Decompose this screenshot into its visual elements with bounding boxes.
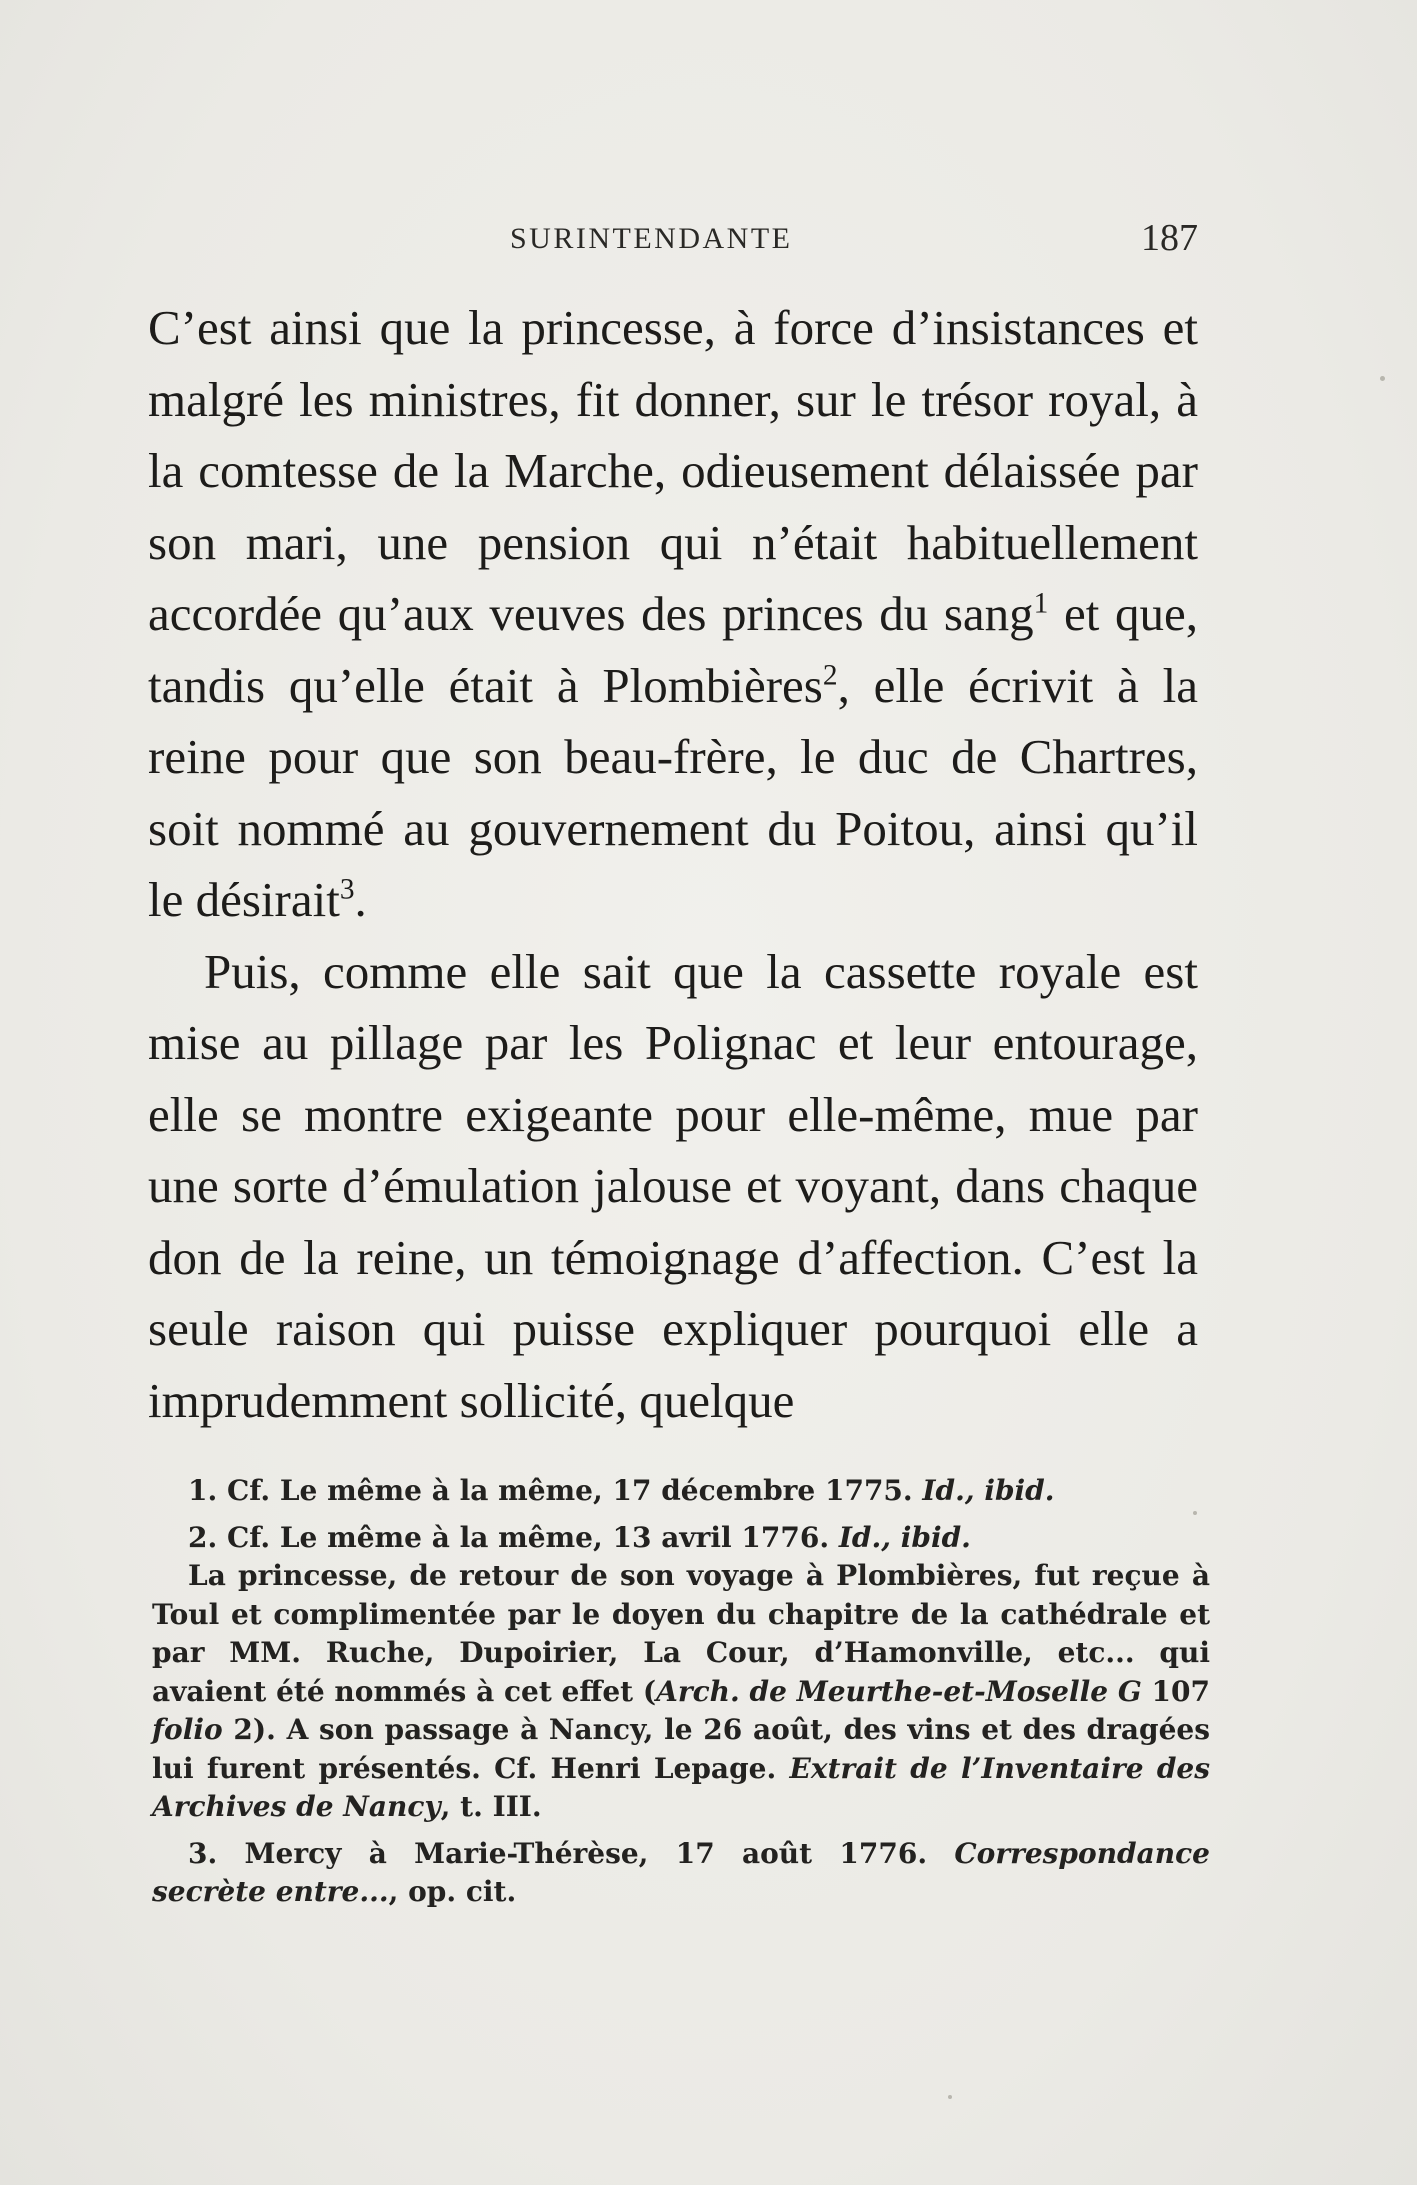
footnote-2-cont-d: , t. III. xyxy=(440,1790,542,1823)
footnote-2-cont-a: La princesse, de retour de son voyage à Plombières, fut reçue à Toul et complimentée par le doyen du chapitre de la cathédrale et par MM. Ruche, Dupoirier, La Cour, d’Hamonville, etc... qui avaient été nommés à cet effet ( xyxy=(152,1559,1210,1708)
footnote-ref-1: 1 xyxy=(1033,587,1049,620)
footnotes xyxy=(152,1472,1210,1912)
paragraph-1-part-c: , elle écrivit à la reine pour que son beau-frère, le duc de Chartres, soit nommé au gouvernement du Poitou, ainsi qu’il le désirait xyxy=(148,657,1198,927)
footnote-3-number: 3. xyxy=(188,1836,245,1870)
footnote-2-continuation xyxy=(152,1557,1210,1827)
footnote-2-cont-italic-2: folio xyxy=(152,1713,223,1746)
paragraph-1-part-a: C’est ainsi que la princesse, à force d’insistances et malgré les ministres, fit donner, sur le trésor royal, à la comtesse de la Marche, odieusement délaissée par son mari, une pension qui n’était habituellement accordée qu’aux veuves des princes du sang xyxy=(148,300,1198,641)
footnote-2 xyxy=(152,1519,1210,1558)
footnote-2-cont-b: 107 xyxy=(1141,1674,1210,1708)
running-head: SURINTENDANTE xyxy=(510,222,793,255)
footnote-ref-3: 3 xyxy=(339,873,355,906)
footnote-2-cont-italic-1: Arch. de Meurthe-et-Moselle G xyxy=(656,1674,1142,1708)
footnote-2-text: Cf. Le même à la même, 13 avril 1776. xyxy=(226,1520,839,1554)
footnote-2-cont-italic-3: Extrait de l’Inventaire des Archives de Nancy xyxy=(152,1751,1210,1823)
footnote-ref-2: 2 xyxy=(822,659,838,692)
footnote-3-tail: , op. cit. xyxy=(388,1875,517,1908)
paragraph-1-part-d: . xyxy=(354,872,367,927)
footnote-1-text: Cf. Le même à la même, 17 décembre 1775. xyxy=(226,1474,923,1507)
paper-speck xyxy=(1193,1511,1197,1515)
footnote-3-text: Mercy à Marie-Thérèse, 17 août 1776. xyxy=(244,1836,955,1870)
paper-speck xyxy=(948,2095,952,2099)
paragraph-1 xyxy=(148,292,1198,936)
main-text xyxy=(148,292,1198,1436)
footnote-3 xyxy=(152,1835,1210,1912)
footnote-1-italic: Id., ibid. xyxy=(922,1474,1055,1507)
paper-speck xyxy=(1380,376,1385,381)
footnote-1 xyxy=(152,1472,1210,1511)
footnote-2-italic: Id., ibid. xyxy=(838,1520,971,1554)
footnote-1-number: 1. xyxy=(188,1474,227,1507)
paragraph-2: Puis, comme elle sait que la cassette royale est mise au pillage par les Polignac et leur entourage, elle se montre exigeante pour elle-même, mue par une sorte d’émulation jalouse et voyant, dans chaque don de la reine, un témoignage d’affection. C’est la seule raison qui puisse expliquer pourquoi elle a imprudemment sollicité, quelque xyxy=(148,943,1198,1428)
page-header xyxy=(148,217,1198,262)
paragraph-1-part-b: et que, tandis qu’elle était à Plombières xyxy=(148,586,1198,713)
page-number: 187 xyxy=(1141,217,1198,259)
footnote-2-cont-c: 2). A son passage à Nancy, le 26 août, des vins et des dragées lui furent présentés. Cf. Henri Lepage. xyxy=(152,1713,1210,1785)
footnote-3-italic: Correspondance secrète entre... xyxy=(152,1836,1210,1908)
footnote-2-number: 2. xyxy=(188,1520,227,1554)
